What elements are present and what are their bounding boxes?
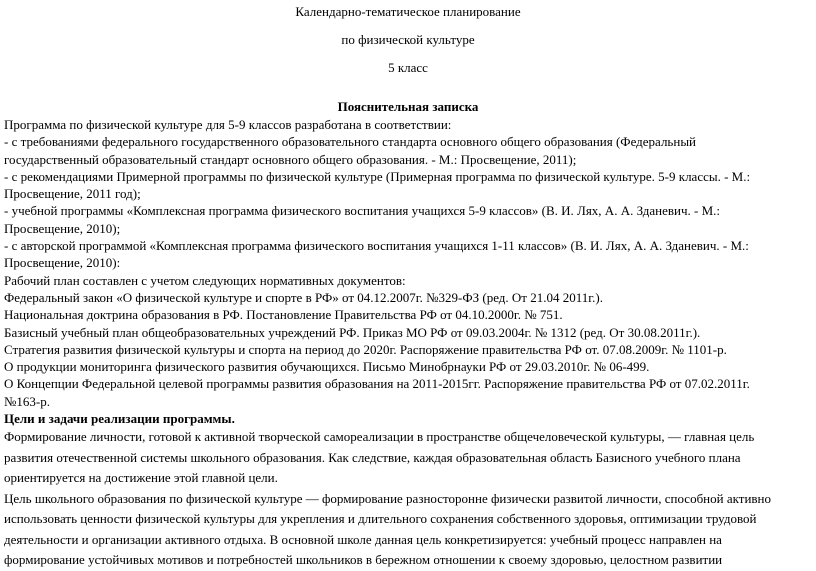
paragraph-line: Базисный учебный план общеобразовательных учреждений РФ. Приказ МО РФ от 09.03.2004г. № 1312 (ред. От 30.08.2011г.). — [4, 324, 701, 340]
paragraph-line: Формирование личности, готовой к активной творческой самореализации в пространстве общечеловеческой культуры, — главная цель — [4, 429, 755, 445]
paragraph-line: - с рекомендациями Примерной программы по физической культуре (Примерная программа по физической культуре. 5-9 классы. - М.: — [4, 168, 751, 184]
paragraph-line: развития отечественной системы школьного образования. Как следствие, каждая образовательная область Базисного учебного плана — [4, 449, 741, 465]
paragraph-line: Просвещение, 2010): — [4, 255, 121, 271]
paragraph-line: Национальная доктрина образования в РФ. Постановление Правительства РФ от 04.10.2000г. № 751. — [4, 307, 563, 323]
paragraph-line: Программа по физической культуре для 5-9 классов разработана в соответствии: — [4, 117, 452, 132]
paragraph-line: - с требованиями федерального государственного образовательного стандарта основного общего образования (Федеральный — [4, 134, 697, 150]
paragraph-line: Рабочий план составлен с учетом следующих нормативных документов: — [4, 272, 406, 288]
paragraph-line: Просвещение, 2011 год); — [4, 186, 141, 202]
document-title-line-3: 5 класс — [388, 60, 428, 75]
paragraph-line: Федеральный закон «О физической культуре и спорте в РФ» от 04.12.2007г. №329-ФЗ (ред. От 21.04 2011г.). — [4, 289, 603, 305]
paragraph-line: государственный образовательный стандарт основного общего образования. - М.: Просвещение, 2011); — [4, 151, 577, 167]
paragraph-line: О Концепции Федеральной целевой программы развития образования на 2011-2015гг. Распоряжение правительства РФ от 07.02.2011г. — [4, 376, 750, 392]
paragraph-line: формирование устойчивых мотивов и потребностей школьников в бережном отношении к своему здоровью, целостном развитии — [4, 552, 723, 568]
document-title-line-2: по физической культуре — [341, 32, 475, 47]
paragraph-line: Стратегия развития физической культуры и спорта на период до 2020г. Распоряжение правительства РФ от. 07.08.2009г. № 1101-р. — [4, 341, 727, 357]
paragraph-line: - учебной программы «Комплексная программа физического воспитания учащихся 5-9 классов» (В. И. Лях, А. А. Зданевич. - М.: — [4, 203, 721, 219]
paragraph-line: ориентируется на достижение этой главной цели. — [4, 470, 278, 486]
paragraph-line: деятельности и организации активного отдыха. В основной школе данная цель конкретизируется: учебный процесс направлен на — [4, 531, 722, 547]
document-title-line-1: Календарно-тематическое планирование — [295, 4, 521, 19]
paragraph-line: Цель школьного образования по физической культуре — формирование разносторонне физически развитой личности, способной активно — [4, 490, 771, 506]
paragraph-line: Просвещение, 2010); — [4, 220, 121, 236]
document-body — [4, 116, 812, 571]
paragraph-line: О продукции мониторинга физического развития обучающихся. Письмо Минобрнауки РФ от 29.03.2010г. № 06-499. — [4, 359, 650, 375]
paragraph-line: использовать ценности физической культуры для укрепления и длительного сохранения собственного здоровья, оптимизации трудовой — [4, 511, 757, 527]
paragraph-line: - с авторской программой «Комплексная программа физического воспитания учащихся 1-11 классов» (В. И. Лях, А. А. Зданевич. - М.: — [4, 238, 749, 254]
goals-heading: Цели и задачи реализации программы. — [4, 411, 235, 427]
section-heading: Пояснительная записка — [337, 99, 479, 114]
paragraph-line: №163-р. — [4, 393, 50, 409]
